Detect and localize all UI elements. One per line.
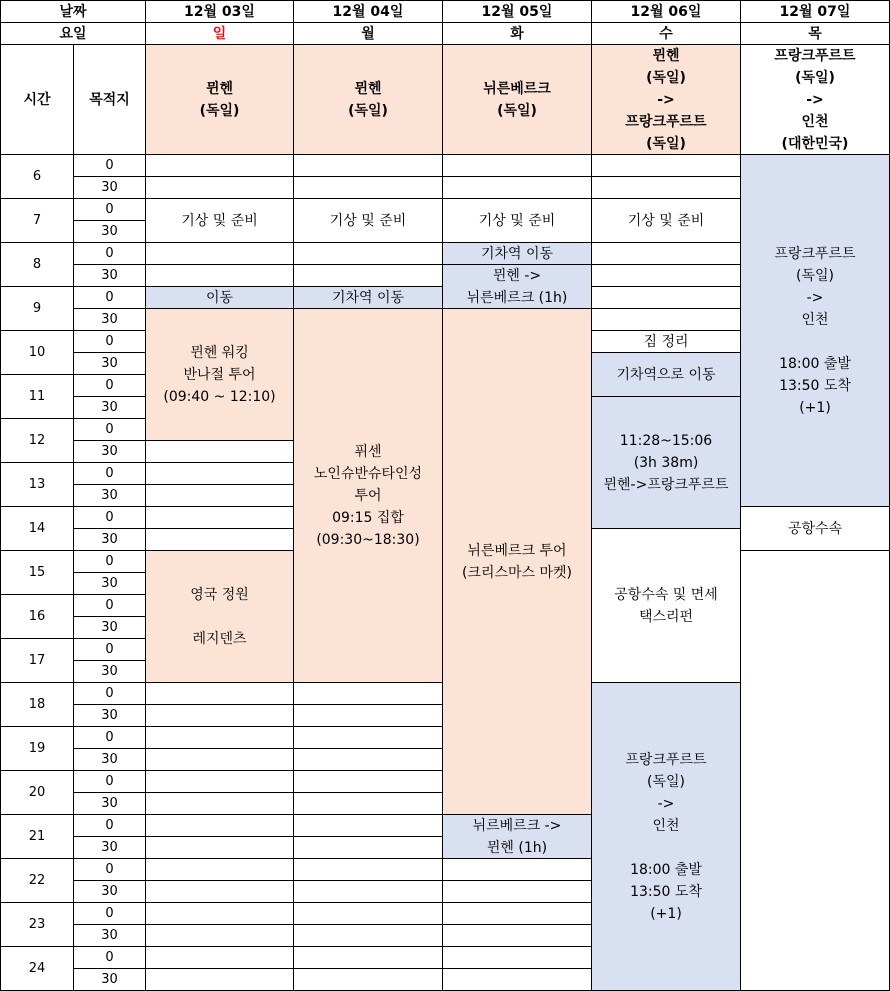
minute-label: 30 <box>73 352 146 375</box>
empty-slot <box>293 770 443 793</box>
empty-slot <box>145 946 294 969</box>
minute-label: 0 <box>73 550 146 573</box>
minute-label: 0 <box>73 242 146 265</box>
empty-slot <box>145 242 294 265</box>
minute-label: 0 <box>73 814 146 837</box>
destination-header: 뮌헨 (독일) <box>293 44 443 155</box>
empty-slot <box>591 242 741 265</box>
empty-slot <box>442 968 592 991</box>
empty-slot <box>145 726 294 749</box>
empty-slot <box>293 176 443 199</box>
minute-label: 30 <box>73 308 146 331</box>
minute-label: 30 <box>73 616 146 639</box>
empty-slot <box>442 880 592 903</box>
schedule-event: 이동 <box>145 286 294 309</box>
weekday-header: 목 <box>740 22 890 45</box>
weekday-header: 월 <box>293 22 443 45</box>
minute-label: 30 <box>73 748 146 771</box>
minute-label: 30 <box>73 836 146 859</box>
weekday-header: 화 <box>442 22 592 45</box>
hour-label: 14 <box>0 506 74 551</box>
hour-label: 11 <box>0 374 74 419</box>
schedule-event: 기차역 이동 <box>442 242 592 265</box>
date-header: 12월 07일 <box>740 0 890 23</box>
minute-label: 30 <box>73 660 146 683</box>
empty-slot <box>442 902 592 925</box>
date-header: 12월 04일 <box>293 0 443 23</box>
schedule-event: 프랑크푸르트 (독일) -> 인천 18:00 출발 13:50 도착 (+1) <box>591 682 741 991</box>
schedule-event: 기상 및 준비 <box>293 198 443 243</box>
time-label: 시간 <box>0 44 74 155</box>
schedule-event: 기상 및 준비 <box>442 198 592 243</box>
hour-label: 23 <box>0 902 74 947</box>
destination-header: 뮌헨 (독일) -> 프랑크푸르트 (독일) <box>591 44 741 155</box>
schedule-event: 영국 정원 레지덴츠 <box>145 550 294 683</box>
weekday-header: 일 <box>145 22 294 45</box>
minute-label: 30 <box>73 924 146 947</box>
minute-label: 0 <box>73 594 146 617</box>
hour-label: 13 <box>0 462 74 507</box>
destination-label: 목적지 <box>73 44 146 155</box>
date-header: 12월 03일 <box>145 0 294 23</box>
empty-slot <box>145 528 294 551</box>
hour-label: 22 <box>0 858 74 903</box>
empty-slot <box>145 154 294 177</box>
empty-slot <box>442 858 592 881</box>
schedule-event: 기상 및 준비 <box>591 198 741 243</box>
empty-slot <box>145 682 294 705</box>
minute-label: 0 <box>73 902 146 925</box>
schedule-event: 프랑크푸르트 (독일) -> 인천 18:00 출발 13:50 도착 (+1) <box>740 154 890 507</box>
minute-label: 0 <box>73 154 146 177</box>
empty-slot <box>145 506 294 529</box>
schedule-event: 기차역으로 이동 <box>591 352 741 397</box>
minute-label: 30 <box>73 880 146 903</box>
minute-label: 30 <box>73 572 146 595</box>
empty-slot <box>145 924 294 947</box>
empty-slot <box>293 704 443 727</box>
hour-label: 20 <box>0 770 74 815</box>
minute-label: 0 <box>73 462 146 485</box>
empty-slot <box>145 484 294 507</box>
empty-slot <box>442 924 592 947</box>
empty-slot <box>145 880 294 903</box>
empty-slot <box>293 946 443 969</box>
empty-slot <box>293 242 443 265</box>
minute-label: 0 <box>73 770 146 793</box>
minute-label: 0 <box>73 374 146 397</box>
minute-label: 0 <box>73 286 146 309</box>
empty-slot <box>293 726 443 749</box>
minute-label: 0 <box>73 506 146 529</box>
empty-slot <box>145 462 294 485</box>
empty-slot <box>145 814 294 837</box>
hour-label: 10 <box>0 330 74 375</box>
hour-label: 12 <box>0 418 74 463</box>
empty-slot <box>293 682 443 705</box>
empty-slot <box>293 968 443 991</box>
empty-slot <box>145 264 294 287</box>
schedule-event: 뮌헨 워킹 반나절 투어 (09:40 ~ 12:10) <box>145 308 294 441</box>
empty-slot <box>591 308 741 331</box>
minute-label: 0 <box>73 858 146 881</box>
empty-slot <box>591 286 741 309</box>
empty-slot <box>145 902 294 925</box>
empty-slot <box>293 792 443 815</box>
hour-label: 7 <box>0 198 74 243</box>
hour-label: 16 <box>0 594 74 639</box>
schedule-event: 뉘르베르크 -> 뮌헨 (1h) <box>442 814 592 859</box>
date-header: 12월 05일 <box>442 0 592 23</box>
minute-label: 30 <box>73 176 146 199</box>
minute-label: 30 <box>73 528 146 551</box>
empty-slot <box>145 770 294 793</box>
schedule-event: 기상 및 준비 <box>145 198 294 243</box>
empty-slot <box>293 264 443 287</box>
minute-label: 0 <box>73 330 146 353</box>
minute-label: 30 <box>73 792 146 815</box>
schedule-event: 11:28~15:06 (3h 38m) 뮌헨->프랑크푸르트 <box>591 396 741 529</box>
empty-slot <box>442 176 592 199</box>
empty-slot <box>145 968 294 991</box>
schedule-event: 뮌헨 -> 뉘른베르크 (1h) <box>442 264 592 309</box>
destination-header: 뉘른베르크 (독일) <box>442 44 592 155</box>
empty-slot <box>145 704 294 727</box>
date-header: 12월 06일 <box>591 0 741 23</box>
minute-label: 0 <box>73 198 146 221</box>
minute-label: 0 <box>73 726 146 749</box>
hour-label: 6 <box>0 154 74 199</box>
empty-slot <box>442 946 592 969</box>
minute-label: 30 <box>73 704 146 727</box>
schedule-event: 공항수속 및 면세 택스리펀 <box>591 528 741 683</box>
empty-slot <box>145 858 294 881</box>
empty-slot <box>293 858 443 881</box>
minute-label: 30 <box>73 396 146 419</box>
schedule-event: 기차역 이동 <box>293 286 443 309</box>
empty-slot <box>145 836 294 859</box>
empty-slot <box>293 814 443 837</box>
hour-label: 15 <box>0 550 74 595</box>
destination-header: 뮌헨 (독일) <box>145 44 294 155</box>
hour-label: 21 <box>0 814 74 859</box>
schedule-event: 공항수속 <box>740 506 890 551</box>
day-label: 요일 <box>0 22 146 45</box>
empty-slot <box>145 748 294 771</box>
minute-label: 0 <box>73 418 146 441</box>
empty-slot <box>591 264 741 287</box>
empty-slot <box>293 902 443 925</box>
empty-slot <box>145 176 294 199</box>
empty-slot <box>442 154 592 177</box>
minute-label: 30 <box>73 440 146 463</box>
minute-label: 30 <box>73 264 146 287</box>
minute-label: 30 <box>73 220 146 243</box>
hour-label: 24 <box>0 946 74 991</box>
minute-label: 0 <box>73 946 146 969</box>
schedule-event: 퓌센 노인슈반슈타인성 투어 09:15 집합 (09:30~18:30) <box>293 308 443 683</box>
minute-label: 0 <box>73 638 146 661</box>
schedule-event: 짐 정리 <box>591 330 741 353</box>
empty-slot <box>145 792 294 815</box>
empty-slot <box>293 748 443 771</box>
hour-label: 9 <box>0 286 74 331</box>
date-label: 날짜 <box>0 0 146 23</box>
minute-label: 30 <box>73 484 146 507</box>
weekday-header: 수 <box>591 22 741 45</box>
empty-slot <box>591 154 741 177</box>
hour-label: 19 <box>0 726 74 771</box>
minute-label: 30 <box>73 968 146 991</box>
empty-slot <box>293 880 443 903</box>
empty-slot <box>591 176 741 199</box>
destination-header: 프랑크푸르트 (독일) -> 인천 (대한민국) <box>740 44 890 155</box>
hour-label: 18 <box>0 682 74 727</box>
empty-slot <box>145 440 294 463</box>
hour-label: 8 <box>0 242 74 287</box>
schedule-event: 뉘른베르크 투어 (크리스마스 마켓) <box>442 308 592 815</box>
empty-slot <box>293 836 443 859</box>
empty-slot <box>293 924 443 947</box>
hour-label: 17 <box>0 638 74 683</box>
empty-slot <box>740 550 890 991</box>
empty-slot <box>293 154 443 177</box>
minute-label: 0 <box>73 682 146 705</box>
